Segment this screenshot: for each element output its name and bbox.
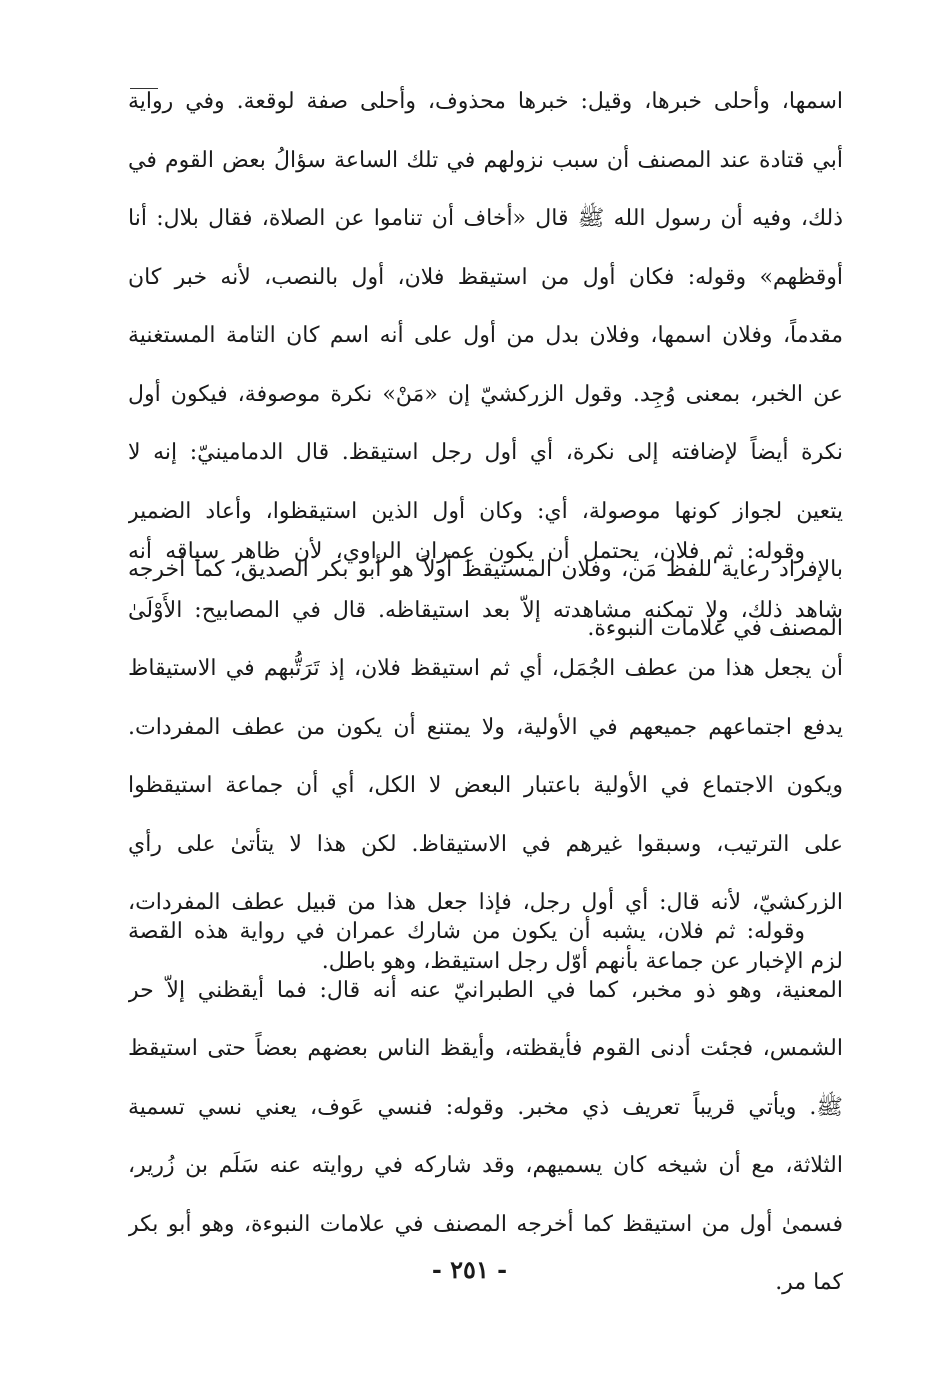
text-line: الشمس، فجئت أدنى القوم فأيقظته، وأيقظ الناس بعضهم بعضاً حتى استيقظ <box>128 1036 843 1061</box>
text-line: ذلك، وفيه أن رسول الله ﷺ قال «أخاف أن تناموا عن الصلاة، فقال بلال: أنا <box>128 206 843 231</box>
text-line: بالإفراد رعاية للفظ مَن، وفلان المستيقظ أولاً هو أبو بكر الصديق، كما أخرجه <box>128 557 843 582</box>
text-line: ويكون الاجتماع في الأولية باعتبار البعض لا الكل، أي أن جماعة استيقظوا <box>128 773 843 798</box>
text-line: شاهد ذلك، ولا تمكنه مشاهدته إلاّ بعد استيقاظه. قال في المصابيح: الأَوْلَىٰ <box>128 597 843 623</box>
text-line: ﷺ. ويأتي قريباً تعريف ذي مخبر. وقوله: فنسي عَوف، يعني نسي تسمية <box>128 1094 843 1120</box>
text-line: يدفع اجتماعهم جميعهم في الأولية، ولا يمتنع أن يكون من عطف المفردات. <box>128 714 843 740</box>
text-line: كما مر. <box>775 1270 843 1295</box>
paragraph-3 <box>128 903 843 1313</box>
text-line: أوقظهم» وقوله: فكان أول من استيقظ فلان، أول بالنصب، لأنه خبر كان <box>128 264 843 290</box>
text-line: يتعين لجواز كونها موصولة، أي: وكان أول الذين استيقظوا، وأعاد الضمير <box>128 498 843 524</box>
text-line: المعنية، وهو ذو مخبر، كما في الطبرانيّ عنه أنه قال: فما أيقظني إلاّ حر <box>128 977 843 1003</box>
text-line: أبي قتادة عند المصنف أن سبب نزولهم في تلك الساعة سؤالُ بعض القوم في <box>128 147 843 173</box>
text-line: عن الخبر، بمعنى وُجِد. وقول الزركشيّ إن «مَنْ» نكرة موصوفة، فيكون أول <box>128 381 843 407</box>
page-number: - ٢٥١ - <box>431 1255 508 1284</box>
text-line: وقوله: ثم فلان، يشبه أن يكون من شارك عمران في رواية هذه القصة <box>128 919 805 944</box>
text-line: اسمها، وأحلى خبرها، وقيل: خبرها محذوف، وأحلى صفة لوقعة. وفي رواية <box>128 89 843 114</box>
text-line: الثلاثة، مع أن شيخه كان يسميهم، وقد شاركه في روايته عنه سَلَم بن زُرير، <box>128 1153 843 1178</box>
text-line: فسمىٰ أول من استيقظ كما أخرجه المصنف في علامات النبوءة، وهو أبو بكر <box>128 1211 843 1237</box>
text-line: وقوله: ثم فلان، يحتمل أن يكون عِمران الراوي، لأن ظاهر سياقه أنه <box>128 539 805 564</box>
text-line: نكرة أيضاً لإضافته إلى نكرة، أي أول رجل استيقظ. قال الدمامينيّ: إنه لا <box>128 440 843 465</box>
text-line: لزم الإخبار عن جماعة بأنهم أوّل رجل استيقظ، وهو باطل. <box>321 948 843 974</box>
text-line: على الترتيب، وسبقوا غيرهم في الاستيقاظ. لكن هذا لا يتأتىٰ على رأي <box>128 831 843 857</box>
text-line: مقدماً، وفلان اسمها، وفلان بدل من أول على أنه اسم كان التامة المستغنية <box>128 323 843 348</box>
text-line: الزركشيّ، لأنه قال: أي أول رجل، فإذا جعل هذا من قبيل عطف المفردات، <box>128 890 843 915</box>
text-line: أن يجعل هذا من عطف الجُمَل، أي ثم استيقظ فلان، إذ تَرَتُّبهم في الاستيقاظ <box>128 656 843 681</box>
text-line: المصنف في علامات النبوءة. <box>587 615 843 641</box>
